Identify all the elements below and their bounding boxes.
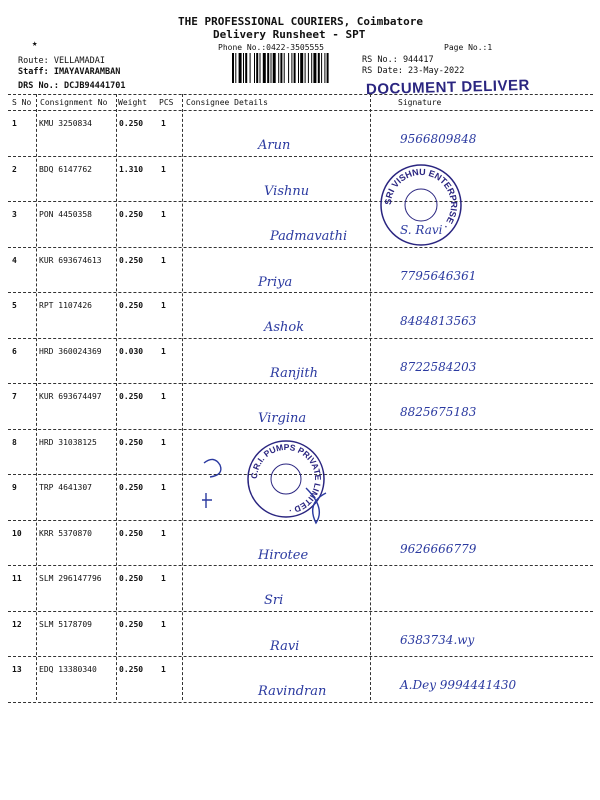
col-header-consignment: Consignment No xyxy=(40,98,108,107)
row-consignee-signature: Virgina xyxy=(258,411,307,426)
row-signature: 9566809848 xyxy=(400,132,477,146)
row-signature: 8484813563 xyxy=(400,314,477,328)
barcode-bar xyxy=(291,53,292,83)
row-sno: 3 xyxy=(12,210,17,219)
row-divider xyxy=(8,292,593,293)
row-sno: 5 xyxy=(12,301,17,310)
row-consignment-no: RPT 1107426 xyxy=(39,301,92,310)
col-divider xyxy=(182,94,183,700)
row-consignment-no: KMU 3250834 xyxy=(39,119,92,128)
row-divider xyxy=(8,520,593,521)
col-header-consignee: Consignee Details xyxy=(186,98,268,107)
phone-number: Phone No.:0422-3505555 xyxy=(218,43,324,52)
barcode-bar xyxy=(232,53,234,83)
barcode-bar xyxy=(305,53,306,83)
row-weight: 0.250 xyxy=(119,210,144,219)
row-divider xyxy=(8,201,593,202)
barcode-bar xyxy=(321,53,322,83)
svg-text:C.R.I. PUMPS PRIVATE LIMITED ·: C.R.I. PUMPS PRIVATE LIMITED · xyxy=(248,441,324,516)
barcode-bar xyxy=(280,53,282,83)
row-weight: 0.250 xyxy=(119,255,144,265)
row-weight: 1.310 xyxy=(119,164,144,174)
row-divider xyxy=(8,474,593,475)
barcode xyxy=(232,53,360,83)
row-consignee-signature: Priya xyxy=(258,274,293,290)
row-pcs: 1 xyxy=(161,346,166,356)
row-consignee-signature: Arun xyxy=(258,138,291,153)
barcode-bar xyxy=(256,53,258,83)
row-consignment-no: KRR 5370870 xyxy=(39,528,92,538)
row-consignment-no: KUR 693674497 xyxy=(39,392,102,401)
barcode-bar xyxy=(263,53,266,83)
barcode-bar xyxy=(294,53,296,83)
row-pcs: 1 xyxy=(161,665,166,674)
row-consignment-no: KUR 693674613 xyxy=(39,255,102,265)
row-weight: 0.250 xyxy=(119,574,144,583)
row-sno: 8 xyxy=(12,437,17,447)
row-signature: 8825675183 xyxy=(400,405,477,419)
row-divider xyxy=(8,565,593,566)
row-divider xyxy=(8,702,593,703)
barcode-bar xyxy=(313,53,316,83)
row-consignee-signature: Hirotee xyxy=(258,547,309,563)
row-pcs: 1 xyxy=(161,392,166,401)
row-divider xyxy=(8,383,593,384)
row-weight: 0.030 xyxy=(119,346,144,356)
barcode-bar xyxy=(327,53,329,83)
row-weight: 0.250 xyxy=(119,528,144,538)
barcode-bar xyxy=(300,53,303,83)
row-divider xyxy=(8,429,593,430)
row-divider xyxy=(8,656,593,657)
row-pcs: 1 xyxy=(161,301,166,310)
row-signature: 7795646361 xyxy=(400,268,477,283)
col-divider xyxy=(36,94,37,700)
row-consignment-no: SLM 5178709 xyxy=(39,619,92,629)
route-label: Route: VELLAMADAI xyxy=(18,56,105,66)
row-consignment-no: TRP 4641307 xyxy=(39,483,92,492)
row-signature: A.Dey 9994441430 xyxy=(400,678,517,692)
row-sno: 6 xyxy=(12,346,17,356)
row-consignee-signature: Vishnu xyxy=(264,183,310,199)
barcode-bar xyxy=(308,53,309,83)
company-title: THE PROFESSIONAL COURIERS, Coimbatore xyxy=(178,15,424,28)
page-number: Page No.:1 xyxy=(444,43,493,52)
row-signature: 9626666779 xyxy=(400,541,477,556)
row-divider xyxy=(8,247,593,248)
rs-date: RS Date: 23-May-2022 xyxy=(362,66,465,76)
svg-text:SRI VISHNU ENTERPRISE ·: SRI VISHNU ENTERPRISE · xyxy=(382,166,460,232)
row-pcs: 1 xyxy=(161,483,166,492)
row-signature: S. Ravi xyxy=(400,223,443,237)
row-consignee-signature: Padmavathi xyxy=(270,229,348,244)
row-pcs: 1 xyxy=(161,119,166,128)
row-consignment-no: HRD 360024369 xyxy=(39,346,102,356)
col-header-weight: Weight xyxy=(118,98,147,107)
col-header-pcs: PCS xyxy=(159,98,174,107)
row-consignee-signature: Ranjith xyxy=(270,365,318,381)
row-consignee-signature: Sri xyxy=(264,593,284,608)
row-sno: 9 xyxy=(12,483,17,492)
row-divider xyxy=(8,611,593,612)
handwritten-scribble xyxy=(196,448,346,528)
row-sno: 1 xyxy=(12,119,17,128)
row-sno: 2 xyxy=(12,164,17,174)
barcode-bar xyxy=(260,53,261,83)
row-weight: 0.250 xyxy=(119,437,144,447)
barcode-bar xyxy=(324,53,325,83)
drs-number: DRS No.: DCJB94441701 xyxy=(18,81,126,91)
barcode-bar xyxy=(267,53,269,83)
runsheet-title: Delivery Runsheet - SPT xyxy=(213,28,366,41)
col-header-signature: Signature xyxy=(398,98,442,107)
barcode-bar xyxy=(254,53,255,83)
row-pcs: 1 xyxy=(161,574,166,583)
row-pcs: 1 xyxy=(161,210,166,219)
rs-number: RS No.: 944417 xyxy=(362,55,434,65)
col-divider xyxy=(370,94,371,700)
row-consignee-signature: Ashok xyxy=(264,320,305,335)
row-consignment-no: BDQ 6147762 xyxy=(39,164,92,174)
pumps-seal xyxy=(244,437,328,521)
row-sno: 10 xyxy=(12,528,22,538)
barcode-bar xyxy=(278,53,279,83)
col-divider xyxy=(116,94,117,700)
row-sno: 13 xyxy=(12,665,22,674)
row-weight: 0.250 xyxy=(119,392,144,401)
header-divider xyxy=(8,110,593,111)
staff-label: Staff: IMAYAVARAMBAN xyxy=(18,67,121,77)
barcode-bar xyxy=(288,53,289,83)
row-signature: 6383734.wy xyxy=(400,632,475,647)
barcode-bar xyxy=(239,53,242,83)
row-weight: 0.250 xyxy=(119,619,144,629)
row-pcs: 1 xyxy=(161,255,166,265)
row-weight: 0.250 xyxy=(119,665,144,674)
row-consignment-no: HRD 31038125 xyxy=(39,437,97,447)
row-consignment-no: PON 4450358 xyxy=(39,210,92,219)
barcode-bar xyxy=(318,53,320,83)
row-pcs: 1 xyxy=(161,619,166,629)
row-consignment-no: SLM 296147796 xyxy=(39,574,102,583)
table-top-border xyxy=(8,94,593,95)
row-pcs: 1 xyxy=(161,437,166,447)
barcode-bar xyxy=(243,53,244,83)
row-sno: 12 xyxy=(12,619,22,629)
row-divider xyxy=(8,338,593,339)
mark-icon: ★ xyxy=(32,39,38,49)
row-consignee-signature: Ravindran xyxy=(258,684,327,699)
col-header-sno: S No xyxy=(12,98,32,107)
row-sno: 4 xyxy=(12,255,17,265)
barcode-bar xyxy=(235,53,236,83)
row-weight: 0.250 xyxy=(119,301,144,310)
document-delivered-stamp: DOCUMENT DELIVER xyxy=(365,76,531,99)
row-sno: 7 xyxy=(12,392,17,401)
barcode-bar xyxy=(245,53,247,83)
row-weight: 0.250 xyxy=(119,119,144,128)
barcode-bar xyxy=(311,53,312,83)
row-sno: 11 xyxy=(12,574,22,583)
row-divider xyxy=(8,156,593,157)
row-consignment-no: EDQ 13380340 xyxy=(39,665,97,674)
row-weight: 0.250 xyxy=(119,483,144,492)
barcode-bar xyxy=(284,53,285,83)
barcode-bar xyxy=(250,53,251,83)
row-signature: 8722584203 xyxy=(400,359,477,374)
barcode-bar xyxy=(298,53,299,83)
row-consignee-signature: Ravi xyxy=(270,638,300,654)
barcode-bar xyxy=(271,53,272,83)
row-pcs: 1 xyxy=(161,164,166,174)
barcode-bar xyxy=(273,53,276,83)
row-pcs: 1 xyxy=(161,528,166,538)
